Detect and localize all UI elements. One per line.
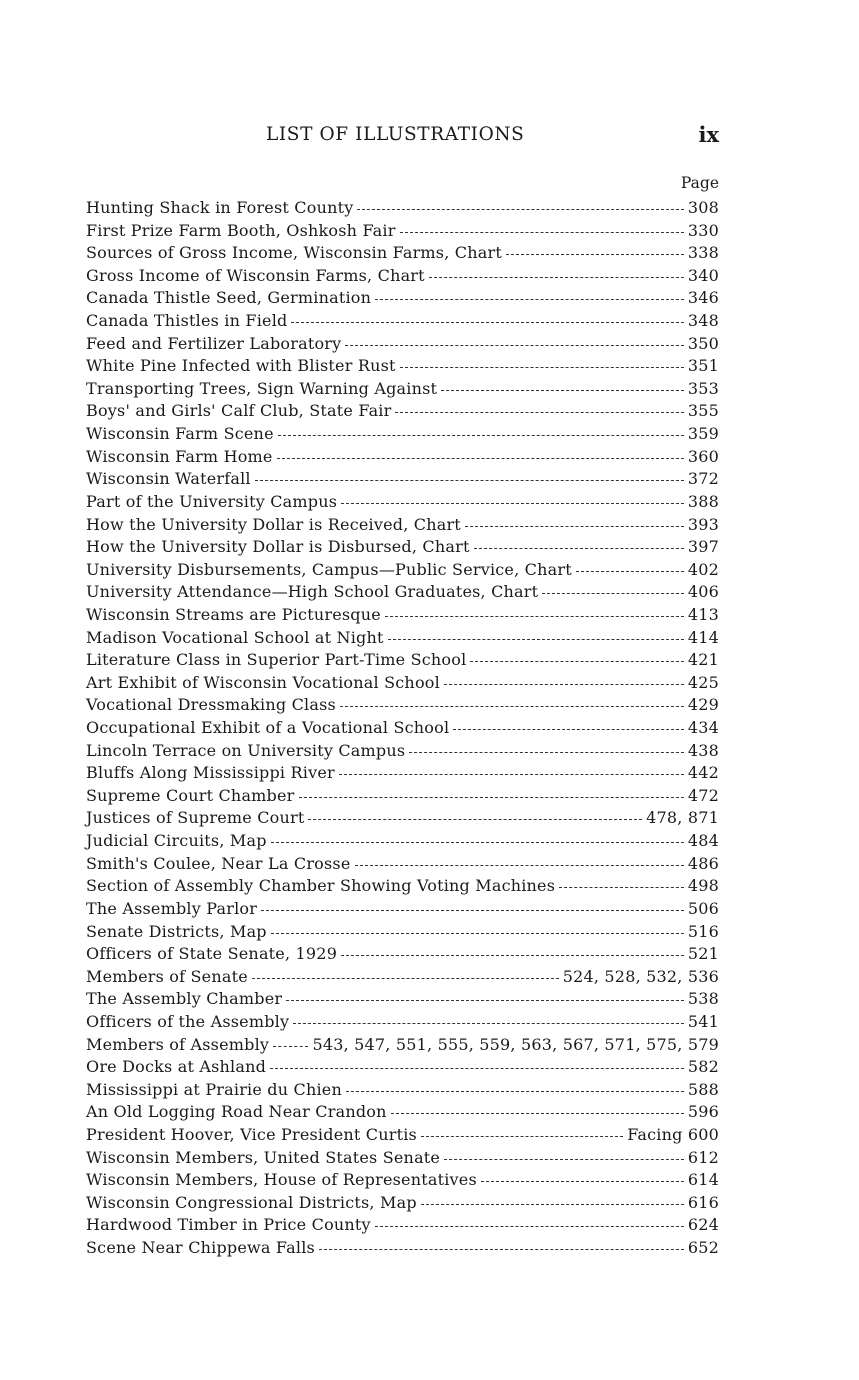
entry-page-numbers: 521 [687, 944, 719, 964]
dot-leader [429, 275, 684, 278]
entry-page-numbers: 346 [687, 288, 719, 308]
entry-page-numbers: 614 [687, 1170, 719, 1190]
dot-leader [277, 456, 684, 459]
entry-page-numbers: 348 [687, 311, 719, 331]
dot-leader [421, 1134, 623, 1137]
dot-leader [271, 931, 684, 934]
dot-leader [261, 908, 684, 911]
entry-page-numbers: 340 [687, 265, 719, 285]
entry-title: Mississippi at Prairie du Chien [86, 1079, 342, 1099]
entry-title: University Disbursements, Campus—Public Service, Chart [86, 559, 572, 579]
entry-page-numbers: 541 [687, 1011, 719, 1031]
entry-title: Canada Thistle Seed, Germination [86, 288, 372, 308]
dot-leader [400, 365, 684, 368]
entry-page-numbers: 478, 871 [646, 808, 719, 828]
dot-leader [293, 1021, 684, 1024]
dot-leader [559, 885, 684, 888]
entry-title: Occupational Exhibit of a Vocational School [86, 718, 450, 738]
page-column-label: Page [680, 174, 719, 192]
entry-page-numbers: 355 [687, 401, 719, 421]
dot-leader [345, 343, 683, 346]
entry-page-numbers: 624 [687, 1215, 719, 1235]
list-item [86, 831, 719, 854]
entry-page-numbers: 429 [687, 695, 719, 715]
list-item [86, 243, 719, 266]
list-item [86, 876, 719, 899]
list-item [86, 401, 719, 424]
dot-leader [453, 727, 684, 730]
entry-title: Justices of Supreme Court [86, 808, 305, 828]
dot-leader [308, 817, 642, 820]
dot-leader [465, 524, 684, 527]
list-item [86, 1057, 719, 1080]
entry-page-numbers: 360 [687, 446, 719, 466]
entry-title: Senate Districts, Map [86, 921, 267, 941]
entry-title: The Assembly Chamber [86, 989, 283, 1009]
dot-leader [388, 637, 684, 640]
page-header [0, 124, 859, 150]
dot-leader [252, 976, 559, 979]
entry-page-numbers: 612 [687, 1147, 719, 1167]
list-item [86, 899, 719, 922]
list-item [86, 515, 719, 538]
entry-page-numbers: 372 [687, 469, 719, 489]
entry-title: University Attendance—High School Graduates, Chart [86, 582, 539, 602]
entry-page-numbers: 524, 528, 532, 536 [562, 966, 719, 986]
list-item [86, 695, 719, 718]
dot-leader [357, 207, 683, 210]
list-item [86, 718, 719, 741]
dot-leader [395, 410, 683, 413]
entry-title: Literature Class in Superior Part-Time School [86, 650, 467, 670]
dot-leader [271, 840, 684, 843]
list-item [86, 628, 719, 651]
entry-title: Feed and Fertilizer Laboratory [86, 333, 342, 353]
dot-leader [375, 1224, 684, 1227]
dot-leader [385, 614, 684, 617]
dot-leader [341, 953, 684, 956]
list-item [86, 673, 719, 696]
dot-leader [340, 704, 684, 707]
dot-leader [441, 388, 684, 391]
list-item [86, 469, 719, 492]
entry-title: Members of Senate [86, 966, 248, 986]
entry-title: The Assembly Parlor [86, 898, 258, 918]
list-item [86, 582, 719, 605]
dot-leader [319, 1247, 684, 1250]
entry-title: White Pine Infected with Blister Rust [86, 356, 396, 376]
list-item [86, 989, 719, 1012]
dot-leader [481, 1179, 684, 1182]
dot-leader [339, 772, 684, 775]
entry-title: Part of the University Campus [86, 491, 338, 511]
entry-page-numbers: 498 [687, 876, 719, 896]
entry-page-numbers: 351 [687, 356, 719, 376]
dot-leader [278, 433, 684, 436]
entry-title: Judicial Circuits, Map [86, 831, 267, 851]
entry-title: President Hoover, Vice President Curtis [86, 1124, 417, 1144]
dot-leader [506, 252, 684, 255]
entry-title: Ore Docks at Ashland [86, 1057, 267, 1077]
entry-page-numbers: 350 [687, 333, 719, 353]
entry-title: Smith's Coulee, Near La Crosse [86, 853, 351, 873]
entry-page-numbers: 438 [687, 740, 719, 760]
entry-page-numbers: 434 [687, 718, 719, 738]
list-item [86, 1080, 719, 1103]
list-item [86, 198, 719, 221]
dot-leader [273, 1044, 308, 1047]
entry-page-numbers: 506 [687, 898, 719, 918]
list-item [86, 424, 719, 447]
entry-title: Wisconsin Congressional Districts, Map [86, 1192, 417, 1212]
entry-title: How the University Dollar is Disbursed, Chart [86, 537, 470, 557]
entry-title: Supreme Court Chamber [86, 785, 295, 805]
entry-page-numbers: 516 [687, 921, 719, 941]
page-number: ix [698, 122, 719, 147]
entry-title: Wisconsin Members, United States Senate [86, 1147, 441, 1167]
list-item [86, 1035, 719, 1058]
list-item [86, 1170, 719, 1193]
entry-title: Sources of Gross Income, Wisconsin Farms, Chart [86, 243, 502, 263]
dot-leader [299, 795, 684, 798]
entry-page-numbers: 330 [687, 220, 719, 240]
list-item [86, 1125, 719, 1148]
entry-title: Hardwood Timber in Price County [86, 1215, 371, 1235]
entry-page-numbers: 616 [687, 1192, 719, 1212]
entry-title: Gross Income of Wisconsin Farms, Chart [86, 265, 425, 285]
entry-title: First Prize Farm Booth, Oshkosh Fair [86, 220, 396, 240]
entry-page-numbers: 582 [687, 1057, 719, 1077]
dot-leader [421, 1202, 684, 1205]
dot-leader [444, 682, 684, 685]
list-item [86, 763, 719, 786]
entry-title: Scene Near Chippewa Falls [86, 1238, 315, 1258]
entry-page-numbers: 425 [687, 672, 719, 692]
dot-leader [542, 591, 684, 594]
dot-leader [391, 1111, 684, 1114]
entry-page-numbers: 421 [687, 650, 719, 670]
list-item [86, 1148, 719, 1171]
entry-title: Wisconsin Farm Home [86, 446, 273, 466]
entry-title: Vocational Dressmaking Class [86, 695, 336, 715]
entry-title: Art Exhibit of Wisconsin Vocational School [86, 672, 440, 692]
entry-title: Section of Assembly Chamber Showing Voting Machines [86, 876, 556, 896]
list-item [86, 447, 719, 470]
dot-leader [400, 230, 684, 233]
entry-page-numbers: 442 [687, 763, 719, 783]
entry-title: Lincoln Terrace on University Campus [86, 740, 406, 760]
list-item [86, 786, 719, 809]
entry-page-numbers: 353 [687, 378, 719, 398]
entry-title: Transporting Trees, Sign Warning Against [86, 378, 438, 398]
entry-title: Wisconsin Members, House of Representatives [86, 1170, 477, 1190]
list-item [86, 650, 719, 673]
list-item [86, 1102, 719, 1125]
entry-title: Wisconsin Waterfall [86, 469, 251, 489]
entry-page-numbers: 596 [687, 1102, 719, 1122]
entry-page-numbers: 414 [687, 627, 719, 647]
entry-title: Bluffs Along Mississippi River [86, 763, 335, 783]
list-item [86, 334, 719, 357]
list-item [86, 1193, 719, 1216]
entry-page-numbers: 397 [687, 537, 719, 557]
list-item [86, 741, 719, 764]
illustrations-list [86, 198, 719, 1261]
dot-leader [474, 546, 684, 549]
list-item [86, 356, 719, 379]
dot-leader [255, 478, 684, 481]
list-item [86, 854, 719, 877]
list-item [86, 537, 719, 560]
entry-title: Wisconsin Streams are Picturesque [86, 604, 381, 624]
entry-page-numbers: 402 [687, 559, 719, 579]
entry-title: Officers of State Senate, 1929 [86, 944, 338, 964]
entry-title: Hunting Shack in Forest County [86, 198, 354, 217]
entry-title: Members of Assembly [86, 1034, 270, 1054]
list-item [86, 266, 719, 289]
entry-title: Canada Thistles in Field [86, 311, 288, 331]
entry-page-numbers: 338 [687, 243, 719, 263]
list-item [86, 288, 719, 311]
list-item [86, 560, 719, 583]
dot-leader [470, 659, 683, 662]
list-item [86, 311, 719, 334]
entry-title: Wisconsin Farm Scene [86, 424, 274, 444]
entry-page-numbers: 359 [687, 424, 719, 444]
entry-page-numbers: 308 [687, 198, 719, 217]
entry-page-numbers: 413 [687, 604, 719, 624]
entry-page-numbers: Facing 600 [627, 1124, 719, 1144]
dot-leader [576, 569, 684, 572]
list-item [86, 492, 719, 515]
entry-page-numbers: 588 [687, 1079, 719, 1099]
entry-page-numbers: 406 [687, 582, 719, 602]
dot-leader [355, 863, 684, 866]
entry-title: How the University Dollar is Received, Chart [86, 514, 461, 534]
dot-leader [346, 1089, 684, 1092]
dot-leader [444, 1157, 684, 1160]
page-title: LIST OF ILLUSTRATIONS [266, 124, 525, 145]
list-item [86, 1215, 719, 1238]
entry-title: An Old Logging Road Near Crandon [86, 1102, 387, 1122]
entry-title: Boys' and Girls' Calf Club, State Fair [86, 401, 392, 421]
entry-title: Madison Vocational School at Night [86, 627, 384, 647]
entry-page-numbers: 393 [687, 514, 719, 534]
dot-leader [375, 297, 684, 300]
entry-page-numbers: 652 [687, 1238, 719, 1258]
entry-title: Officers of the Assembly [86, 1011, 290, 1031]
list-item [86, 944, 719, 967]
list-item [86, 1012, 719, 1035]
list-item [86, 1238, 719, 1261]
list-item [86, 922, 719, 945]
dot-leader [270, 1066, 684, 1069]
list-item [86, 967, 719, 990]
entry-page-numbers: 472 [687, 785, 719, 805]
dot-leader [341, 501, 684, 504]
dot-leader [409, 750, 684, 753]
entry-page-numbers: 484 [687, 831, 719, 851]
entry-page-numbers: 486 [687, 853, 719, 873]
list-item [86, 605, 719, 628]
dot-leader [291, 320, 683, 323]
entry-page-numbers: 388 [687, 491, 719, 511]
list-item [86, 379, 719, 402]
dot-leader [286, 998, 684, 1001]
entry-page-numbers: 543, 547, 551, 555, 559, 563, 567, 571, 575, 579 [312, 1034, 719, 1054]
entry-page-numbers: 538 [687, 989, 719, 1009]
list-item [86, 808, 719, 831]
list-item [86, 221, 719, 244]
